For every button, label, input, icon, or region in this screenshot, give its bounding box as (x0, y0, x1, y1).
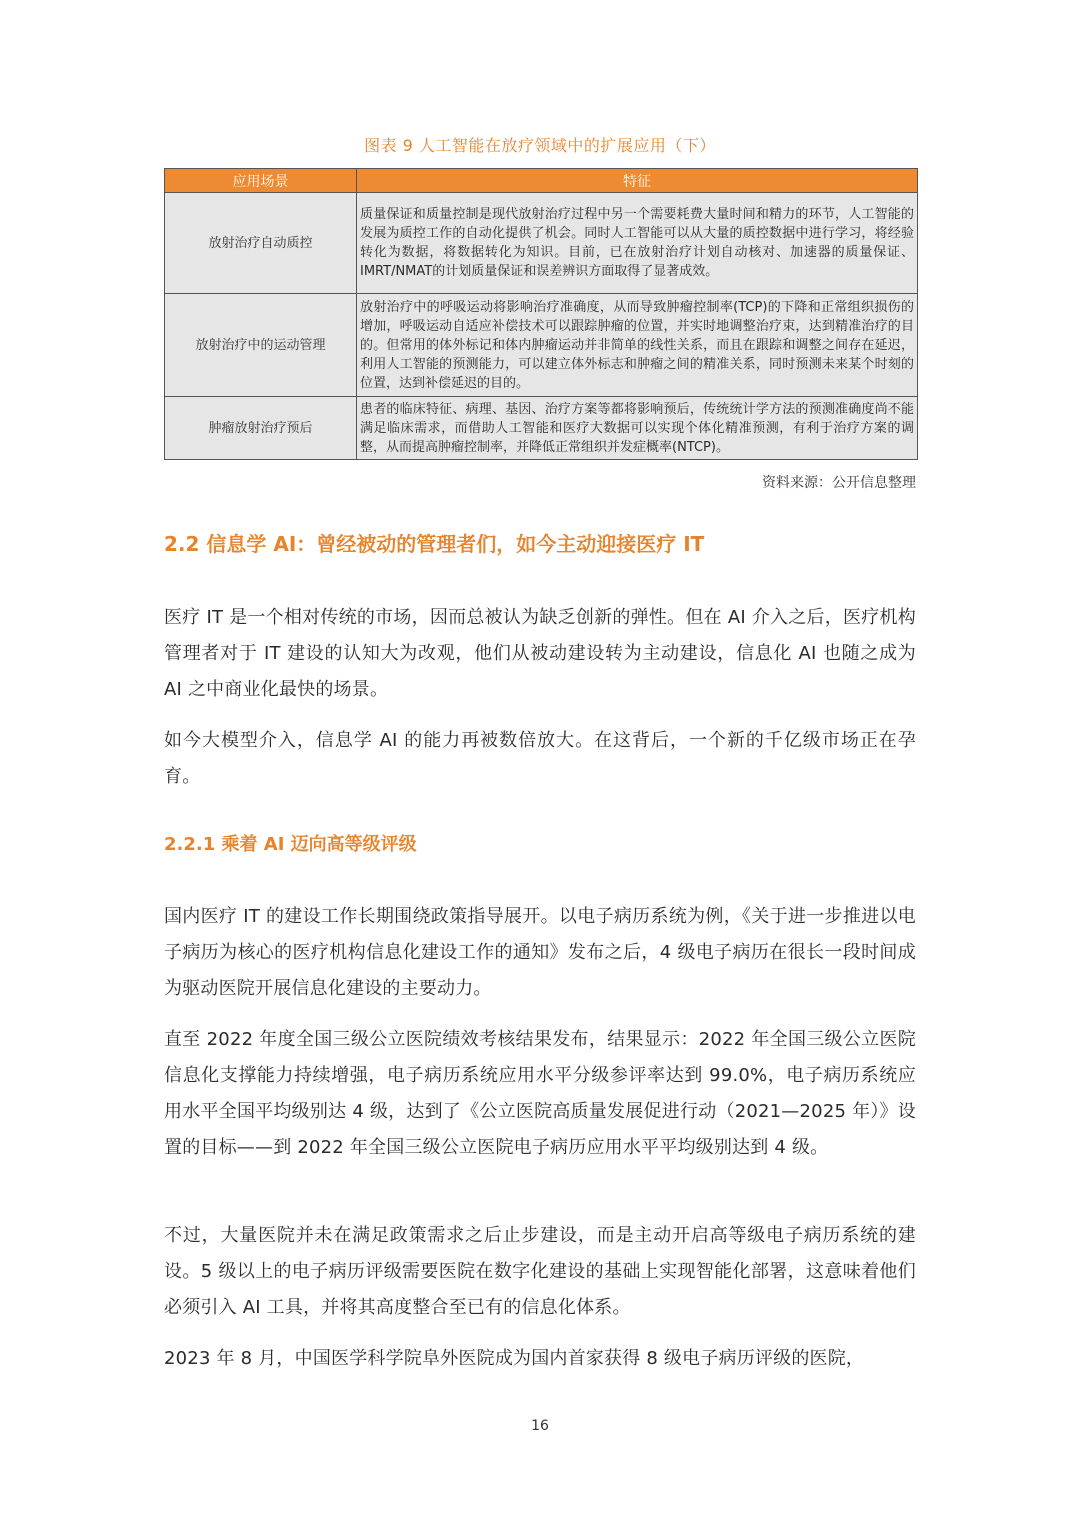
subsection-paragraph: 直至 2022 年度全国三级公立医院绩效考核结果发布，结果显示：2022 年全国三级公立医院信息化支撑能力持续增强，电子病历系统应用水平分级参评率达到 99.0%，电子病历系统应用水平全国平均级别达 4 级，达到了《公立医院高质量发展促进行动（2021—2025 年）》设置的目标——到 2022 年全国三级公立医院电子病历应用水平平均级别达到 4 级。 (164, 1029, 916, 1158)
table-cell-scene: 放射治疗自动质控 (165, 193, 357, 294)
section-paragraph: 如今大模型介入，信息学 AI 的能力再被数倍放大。在这背后，一个新的千亿级市场正在孕育。 (164, 730, 916, 787)
section-paragraph: 医疗 IT 是一个相对传统的市场，因而总被认为缺乏创新的弹性。但在 AI 介入之后，医疗机构管理者对于 IT 建设的认知大为改观，他们从被动建设转为主动建设，信息化 AI 也随之成为 AI 之中商业化最快的场景。 (164, 607, 916, 700)
table-cell-feature: 患者的临床特征、病理、基因、治疗方案等都将影响预后，传统统计学方法的预测准确度尚不能满足临床需求，而借助人工智能和医疗大数据可以实现个体化精准预测，有利于治疗方案的调整，从而提高肿瘤控制率，并降低正常组织并发症概率(NTCP)。 (357, 397, 918, 460)
subsection-paragraph: 国内医疗 IT 的建设工作长期围绕政策指导展开。以电子病历系统为例，《关于进一步推进以电子病历为核心的医疗机构信息化建设工作的通知》发布之后，4 级电子病历在很长一段时间成为驱动医院开展信息化建设的主要动力。 (164, 906, 916, 999)
table-row (165, 193, 918, 294)
table-row (165, 397, 918, 460)
table-cell-scene: 放射治疗中的运动管理 (165, 294, 357, 397)
column-header-feature: 特征 (357, 169, 918, 193)
table-cell-feature: 放射治疗中的呼吸运动将影响治疗准确度，从而导致肿瘤控制率(TCP)的下降和正常组织损伤的增加，呼吸运动自适应补偿技术可以跟踪肿瘤的位置，并实时地调整治疗束，达到精准治疗的目的。但常用的体外标记和体内肿瘤运动并非简单的线性关系，而且在跟踪和调整之间存在延迟，利用人工智能的预测能力，可以建立体外标志和肿瘤之间的精准关系，同时预测未来某个时刻的位置，达到补偿延迟的目的。 (357, 294, 918, 397)
page-number: 16 (531, 1418, 549, 1434)
subsection-heading: 2.2.1 乘着 AI 迈向高等级评级 (164, 834, 417, 855)
section-heading: 2.2 信息学 AI：曾经被动的管理者们，如今主动迎接医疗 IT (164, 532, 705, 556)
table-row (165, 294, 918, 397)
figure-source: 资料来源：公开信息整理 (762, 475, 916, 491)
table-header-row (165, 169, 918, 193)
subsection-paragraph: 2023 年 8 月，中国医学科学院阜外医院成为国内首家获得 8 级电子病历评级的医院， (164, 1348, 865, 1369)
table-cell-feature: 质量保证和质量控制是现代放射治疗过程中另一个需要耗费大量时间和精力的环节，人工智能的发展为质控工作的自动化提供了机会。同时人工智能可以从大量的质控数据中进行学习，将经验转化为数据，将数据转化为知识。目前，已在放射治疗计划自动核对、加速器的质量保证、IMRT/NMAT的计划质量保证和误差辨识方面取得了显著成效。 (357, 193, 918, 294)
figure-caption: 图表 9 人工智能在放疗领域中的扩展应用（下） (364, 136, 716, 155)
column-header-scene: 应用场景 (165, 169, 357, 193)
table-cell-scene: 肿瘤放射治疗预后 (165, 397, 357, 460)
figure-table (164, 168, 918, 460)
subsection-paragraph: 不过，大量医院并未在满足政策需求之后止步建设，而是主动开启高等级电子病历系统的建设。5 级以上的电子病历评级需要医院在数字化建设的基础上实现智能化部署，这意味着他们必须引入 AI 工具，并将其高度整合至已有的信息化体系。 (164, 1225, 916, 1318)
